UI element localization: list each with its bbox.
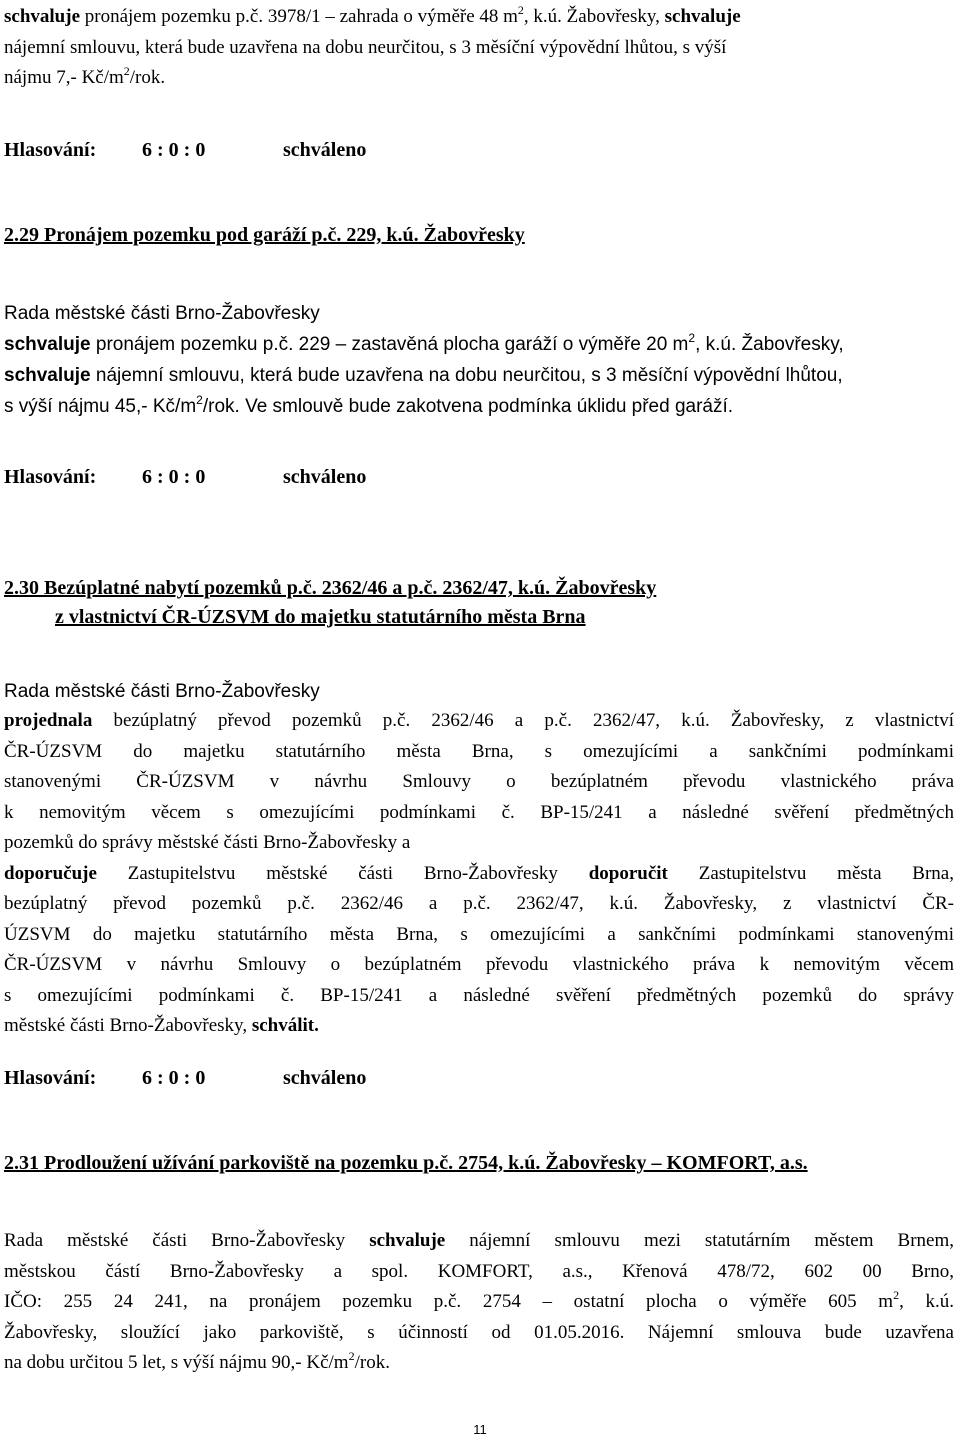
body-text: IČO: 255 24 241, na pronájem pozemku p.č. 2754 – ostatní plocha o výměře 605 m [4,1291,894,1312]
section-2-31-line-2: městskou částí Brno-Žabovřesky a spol. KOMFORT, a.s., Křenová 478/72, 602 00 Brno, [4,1260,954,1282]
section-2-30-line-1 [4,706,954,737]
vote-ratio: 6 : 0 : 0 [142,139,206,161]
section-2-30-line-4: k nemovitým věcem s omezujícími podmínkami č. BP-15/241 a následné svěření předmětných [4,801,954,823]
section-2-30-line-9: ČR-ÚZSVM v návrhu Smlouvy o bezúplatném převodu vlastnického práva k nemovitým věcem [4,954,954,976]
keyword-doporucit: doporučit [588,862,668,884]
vote-ratio: 6 : 0 : 0 [142,466,206,488]
body-text: , k.ú. Žabovřesky, [695,334,844,355]
vote-label: Hlasování: [4,466,97,488]
intro-line-1 [4,2,954,33]
body-text: Rada městské části Brno-Žabovřesky [4,1230,370,1251]
vote-ratio: 6 : 0 : 0 [142,1067,206,1089]
keyword-projednala: projednala [4,710,93,731]
body-text: , k.ú. [899,1291,954,1312]
vote-status: schváleno [283,139,367,161]
section-2-31-line-5 [4,1348,954,1378]
superscript: 2 [196,393,203,407]
superscript: 2 [348,1349,355,1363]
intro-text: /rok. [129,67,166,88]
keyword-schvaluje: schvaluje [4,334,91,355]
body-text: bezúplatný převod pozemků p.č. 2362/46 a p.č. 2362/47, k.ú. Žabovřesky, z vlastnictví [92,710,954,731]
body-text: Zastupitelstvu města Brna, [667,862,954,884]
superscript: 2 [893,1288,900,1302]
council-name: Rada městské části Brno-Žabovřesky [4,303,320,324]
body-text: městské části Brno-Žabovřesky, [4,1015,252,1037]
heading-text: 2.30 Bezúplatné nabytí pozemků p.č. 2362/46 a p.č. 2362/47, k.ú. Žabovřesky [4,577,657,599]
section-2-30-line-2: ČR-ÚZSVM do majetku statutárního města Brna, s omezujícími a sankčními podmínkami [4,740,954,762]
section-2-30-council [4,677,954,708]
section-2-30-line-8: ÚZSVM do majetku statutárního města Brna, s omezujícími a sankčními podmínkami stanovenými [4,923,954,945]
body-text: /rok. Ve smlouvě bude zakotvena podmínka úklidu před garáží. [202,396,734,417]
superscript: 2 [123,64,130,78]
vote-status: schváleno [283,1067,367,1089]
body-text: s výší nájmu 45,- Kč/m [4,396,197,417]
intro-text: nájmu 7,- Kč/m [4,67,124,88]
body-text: nájemní smlouvu, která bude uzavřena na dobu neurčitou, s 3 měsíční výpovědní lhůtou, [90,365,843,386]
keyword-schvaluje: schvaluje [4,365,91,386]
section-2-30-line-3: stanovenými ČR-ÚZSVM v návrhu Smlouvy o bezúplatném převodu vlastnického práva [4,771,954,792]
section-heading-2-29 [4,220,954,251]
intro-paragraph [4,2,954,94]
body-text: nájemní smlouvu mezi statutárním městem Brnem, [445,1230,954,1251]
section-2-31-body [4,1226,954,1378]
section-heading-2-30 [4,574,954,632]
body-text: Zastupitelstvu městské části Brno-Žabovřesky [96,862,589,884]
section-2-30-line-7: bezúplatný převod pozemků p.č. 2362/46 a p.č. 2362/47, k.ú. Žabovřesky, z vlastnictví ČR- [4,893,954,915]
body-text: /rok. [354,1352,390,1373]
section-2-29-body [4,298,954,422]
body-text: pronájem pozemku p.č. 229 – zastavěná plocha garáží o výměře 20 m [90,334,689,355]
page-number: 11 [473,1422,487,1437]
section-2-30-line-5: pozemků do správy městské části Brno-Žabovřesky a [4,832,411,853]
body-text: na dobu určitou 5 let, s výší nájmu 90,- Kč/m [4,1352,349,1373]
keyword-schvaluje: schvaluje [369,1230,446,1251]
section-2-29-line-2 [4,329,954,360]
section-heading-2-31 [4,1148,954,1179]
intro-line-3 [4,63,954,94]
vote-label: Hlasování: [4,1067,97,1089]
intro-text: , k.ú. Žabovřesky, [523,6,665,27]
heading-text: z vlastnictví ČR-ÚZSVM do majetku statutárního města Brna [55,606,586,628]
superscript: 2 [688,331,696,345]
keyword-schvaluje: schvaluje [4,6,80,27]
intro-text: pronájem pozemku p.č. 3978/1 – zahrada o výměře 48 m [84,6,518,27]
section-2-29-line-4 [4,391,954,422]
section-2-30-line-6 [4,859,954,890]
keyword-doporucuje: doporučuje [4,862,97,884]
heading-text: 2.29 Pronájem pozemku pod garáží p.č. 229, k.ú. Žabovřesky [4,224,525,246]
heading-text: 2.31 Prodloužení užívání parkoviště na pozemku p.č. 2754, k.ú. Žabovřesky – KOMFORT, a.s. [4,1152,808,1174]
superscript: 2 [517,3,524,17]
intro-line-2: nájemní smlouvu, která bude uzavřena na dobu neurčitou, s 3 měsíční výpovědní lhůtou, s výší [4,36,727,58]
section-2-31-line-4: Žabovřesky, sloužící jako parkoviště, s účinností od 01.05.2016. Nájemní smlouva bude uzavřena [4,1321,954,1343]
section-2-31-line-1 [4,1226,954,1257]
section-2-30-line-10: s omezujícími podmínkami č. BP-15/241 a následné svěření předmětných pozemků do správy [4,984,954,1006]
vote-label: Hlasování: [4,139,97,161]
section-2-30-line-11 [4,1011,954,1042]
section-2-31-line-3 [4,1287,954,1318]
vote-status: schváleno [283,466,367,488]
section-2-30-body [4,706,954,1042]
keyword-schvalit: schválit. [251,1015,319,1037]
section-2-29-line-3 [4,360,954,391]
keyword-schvaluje: schvaluje [664,6,741,27]
council-name: Rada městské části Brno-Žabovřesky [4,681,320,702]
